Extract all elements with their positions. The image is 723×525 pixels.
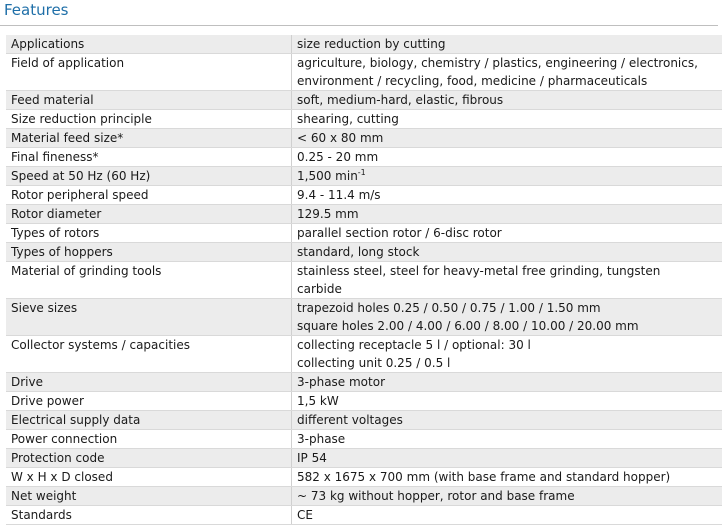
feature-value-cell xyxy=(292,299,723,336)
feature-value-line xyxy=(297,129,717,147)
feature-value-text: IP 54 xyxy=(297,451,327,465)
feature-value-line xyxy=(297,54,717,72)
feature-value-cell xyxy=(292,373,723,392)
feature-value-line xyxy=(297,110,717,128)
table-row xyxy=(6,148,722,167)
feature-label: Drive power xyxy=(11,394,84,408)
feature-label-cell xyxy=(6,110,292,129)
feature-value-text: square holes 2.00 / 4.00 / 6.00 / 8.00 / 10.00 / 20.00 mm xyxy=(297,319,639,333)
feature-label-cell xyxy=(6,35,292,54)
title-divider xyxy=(0,25,718,26)
feature-value-line xyxy=(297,430,717,448)
feature-value-line xyxy=(297,487,717,505)
feature-value-line xyxy=(297,167,717,185)
feature-label: Power connection xyxy=(11,432,118,446)
feature-label: Material of grinding tools xyxy=(11,264,162,278)
feature-label-cell xyxy=(6,392,292,411)
feature-value-line xyxy=(297,468,717,486)
feature-label-cell xyxy=(6,430,292,449)
feature-value-cell xyxy=(292,224,723,243)
feature-value-line xyxy=(297,392,717,410)
feature-value-text: 9.4 - 11.4 m/s xyxy=(297,188,381,202)
feature-value-cell xyxy=(292,468,723,487)
table-row xyxy=(6,129,722,148)
feature-value-line xyxy=(297,354,717,372)
feature-label: Feed material xyxy=(11,93,94,107)
feature-value-line xyxy=(297,373,717,391)
feature-label-cell xyxy=(6,129,292,148)
table-row xyxy=(6,110,722,129)
features-table xyxy=(6,35,722,525)
feature-value-line xyxy=(297,317,717,335)
feature-value-cell xyxy=(292,91,723,110)
feature-value-cell xyxy=(292,205,723,224)
feature-value-line xyxy=(297,35,717,53)
feature-label: W x H x D closed xyxy=(11,470,113,484)
feature-label: Electrical supply data xyxy=(11,413,141,427)
feature-value-line xyxy=(297,299,717,317)
feature-value-text: size reduction by cutting xyxy=(297,37,446,51)
feature-value-cell xyxy=(292,186,723,205)
table-row xyxy=(6,91,722,110)
feature-label: Sieve sizes xyxy=(11,301,78,315)
feature-label: Material feed size* xyxy=(11,131,124,145)
feature-value-text: 1,500 min xyxy=(297,169,358,183)
feature-label: Collector systems / capacities xyxy=(11,338,190,352)
table-row xyxy=(6,411,722,430)
table-row xyxy=(6,243,722,262)
feature-value-line xyxy=(297,411,717,429)
feature-value-cell xyxy=(292,392,723,411)
features-table-body xyxy=(6,35,722,525)
feature-value-text: collecting unit 0.25 / 0.5 l xyxy=(297,356,451,370)
feature-value-line xyxy=(297,186,717,204)
feature-value-text: shearing, cutting xyxy=(297,112,399,126)
table-row xyxy=(6,262,722,299)
feature-label: Net weight xyxy=(11,489,77,503)
feature-label-cell xyxy=(6,336,292,373)
feature-value-text: < 60 x 80 mm xyxy=(297,131,384,145)
feature-label: Rotor diameter xyxy=(11,207,102,221)
feature-label-cell xyxy=(6,262,292,299)
feature-label-cell xyxy=(6,186,292,205)
feature-value-cell xyxy=(292,506,723,525)
feature-value-text: standard, long stock xyxy=(297,245,420,259)
feature-value-text: ~ 73 kg without hopper, rotor and base frame xyxy=(297,489,575,503)
feature-value-text: carbide xyxy=(297,282,342,296)
feature-value-text: CE xyxy=(297,508,313,522)
table-row xyxy=(6,299,722,336)
table-row xyxy=(6,506,722,525)
feature-value-line xyxy=(297,205,717,223)
feature-label-cell xyxy=(6,148,292,167)
feature-value-cell xyxy=(292,487,723,506)
feature-label-cell xyxy=(6,487,292,506)
feature-value-line xyxy=(297,506,717,524)
feature-value-text: 0.25 - 20 mm xyxy=(297,150,379,164)
feature-value-text: trapezoid holes 0.25 / 0.50 / 0.75 / 1.00 / 1.50 mm xyxy=(297,301,601,315)
feature-value-cell xyxy=(292,110,723,129)
table-row xyxy=(6,224,722,243)
feature-value-line xyxy=(297,148,717,166)
feature-value-cell xyxy=(292,262,723,299)
feature-label-cell xyxy=(6,224,292,243)
table-row xyxy=(6,468,722,487)
feature-label-cell xyxy=(6,54,292,91)
feature-label-cell xyxy=(6,243,292,262)
feature-value-text: 1,5 kW xyxy=(297,394,339,408)
feature-value-text: environment / recycling, food, medicine / pharmaceuticals xyxy=(297,74,648,88)
table-row xyxy=(6,430,722,449)
feature-label-cell xyxy=(6,411,292,430)
feature-value-cell xyxy=(292,449,723,468)
feature-value-cell xyxy=(292,54,723,91)
feature-label-cell xyxy=(6,167,292,186)
unit-exponent: -1 xyxy=(357,168,366,177)
feature-label-cell xyxy=(6,468,292,487)
feature-value-text: different voltages xyxy=(297,413,403,427)
feature-value-cell xyxy=(292,167,723,186)
feature-value-text: 3-phase xyxy=(297,432,346,446)
feature-value-cell xyxy=(292,243,723,262)
feature-value-cell xyxy=(292,411,723,430)
table-row xyxy=(6,449,722,468)
feature-value-cell xyxy=(292,148,723,167)
feature-value-cell xyxy=(292,430,723,449)
table-row xyxy=(6,336,722,373)
feature-value-line xyxy=(297,336,717,354)
feature-value-line xyxy=(297,224,717,242)
feature-label-cell xyxy=(6,91,292,110)
feature-value-text: 3-phase motor xyxy=(297,375,386,389)
feature-label: Protection code xyxy=(11,451,105,465)
feature-value-line xyxy=(297,449,717,467)
feature-value-text: 129.5 mm xyxy=(297,207,359,221)
feature-label: Final fineness* xyxy=(11,150,99,164)
feature-label-cell xyxy=(6,506,292,525)
table-row xyxy=(6,373,722,392)
feature-label: Drive xyxy=(11,375,43,389)
feature-value-line xyxy=(297,91,717,109)
table-row xyxy=(6,205,722,224)
table-row xyxy=(6,186,722,205)
feature-label-cell xyxy=(6,299,292,336)
feature-value-text: soft, medium-hard, elastic, fibrous xyxy=(297,93,504,107)
feature-value-text: parallel section rotor / 6-disc rotor xyxy=(297,226,502,240)
feature-label: Applications xyxy=(11,37,85,51)
feature-value-cell xyxy=(292,35,723,54)
feature-value-text: stainless steel, steel for heavy-metal free grinding, tungsten xyxy=(297,264,661,278)
feature-label-cell xyxy=(6,373,292,392)
feature-value-cell xyxy=(292,336,723,373)
table-row xyxy=(6,167,722,186)
table-row xyxy=(6,35,722,54)
feature-label: Speed at 50 Hz (60 Hz) xyxy=(11,169,151,183)
feature-label: Types of rotors xyxy=(11,226,100,240)
feature-label: Size reduction principle xyxy=(11,112,152,126)
feature-label: Rotor peripheral speed xyxy=(11,188,149,202)
section-title: Features xyxy=(4,1,69,19)
feature-label-cell xyxy=(6,449,292,468)
table-row xyxy=(6,54,722,91)
feature-value-text: collecting receptacle 5 l / optional: 30 l xyxy=(297,338,531,352)
table-row xyxy=(6,392,722,411)
feature-label: Field of application xyxy=(11,56,125,70)
feature-value-line xyxy=(297,262,717,280)
feature-value-cell xyxy=(292,129,723,148)
feature-label: Standards xyxy=(11,508,72,522)
feature-value-text: 582 x 1675 x 700 mm (with base frame and standard hopper) xyxy=(297,470,671,484)
feature-value-text: agriculture, biology, chemistry / plastics, engineering / electronics, xyxy=(297,56,698,70)
feature-label: Types of hoppers xyxy=(11,245,113,259)
feature-value-line xyxy=(297,72,717,90)
feature-value-line xyxy=(297,280,717,298)
feature-value-line xyxy=(297,243,717,261)
table-row xyxy=(6,487,722,506)
feature-label-cell xyxy=(6,205,292,224)
